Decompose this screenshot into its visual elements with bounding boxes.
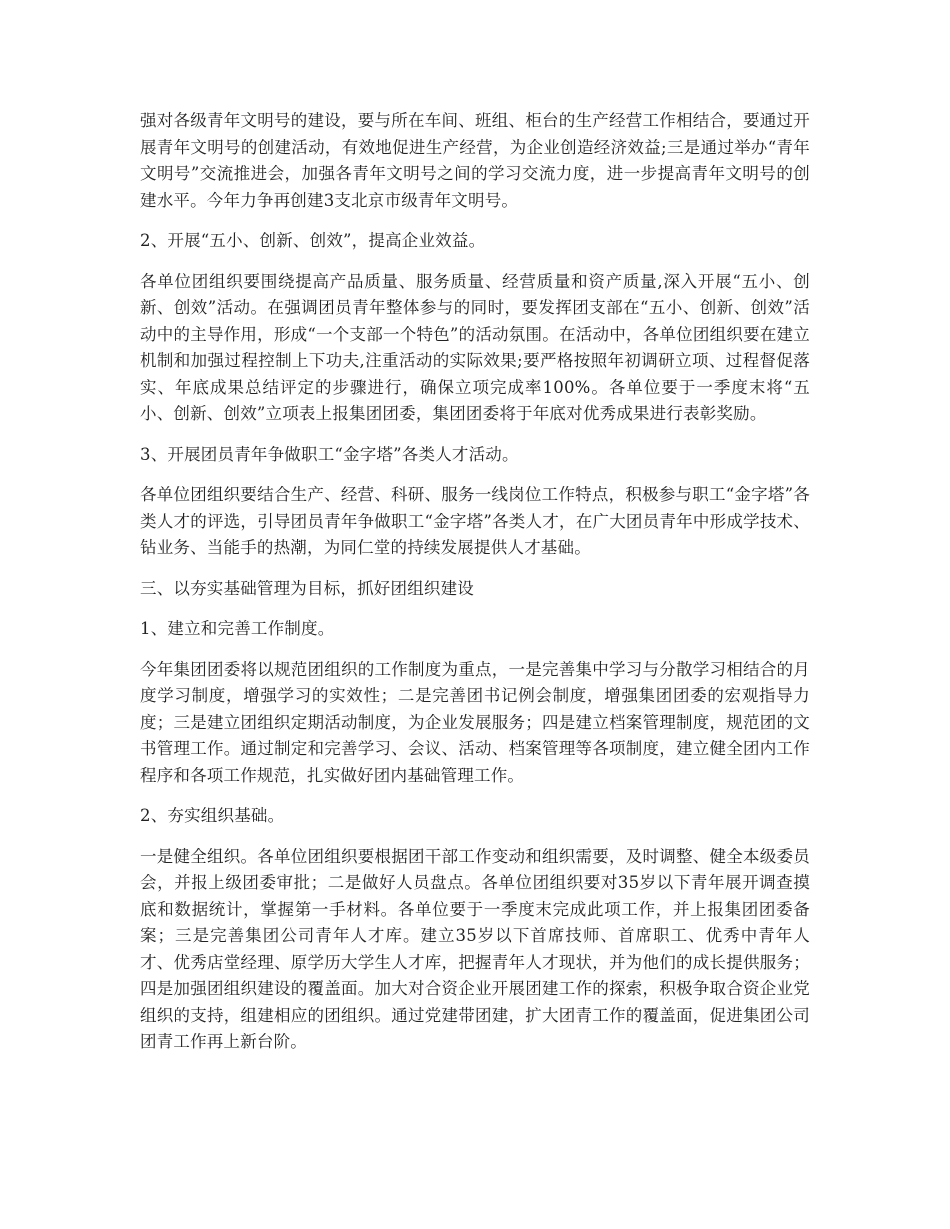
paragraph-five-small-innovation: 各单位团组织要围绕提高产品质量、服务质量、经营质量和资产质量,深入开展“五小、创新、创效”活动。在强调团员青年整体参与的同时，要发挥团支部在“五小、创新、创效”活动中的主导作用，形成“一个支部一个特色”的活动氛围。在活动中，各单位团组织要在建立机制和加强过程控制上下功夫,注重活动的实际效果;要严格按照年初调研立项、过程督促落实、年底成果总结评定的步骤进行，确保立项完成率100%。各单位要于一季度末将“五小、创新、创效”立项表上报集团团委，集团团委将于年底对优秀成果进行表彰奖励。 — [140, 271, 810, 423]
heading-organization-foundation: 2、夯实组织基础。 — [140, 806, 285, 825]
heading-pyramid-talent: 3、开展团员青年争做职工“金字塔”各类人才活动。 — [140, 444, 519, 464]
paragraph-organization-foundation: 一是健全组织。各单位团组织要根据团干部工作变动和组织需要，及时调整、健全本级委员会，并报上级团委审批；二是做好人员盘点。各单位团组织要对35岁以下青年展开调查摸底和数据统计，掌握第一手材料。各单位要于一季度末完成此项工作，并上报集团团委备案；三是完善集团公司青年人才库。建立35岁以下首席技师、首席职工、优秀中青年人才、优秀店堂经理、原学历大学生人才库，把握青年人才现状，并为他们的成长提供服务；四是加强团组织建设的覆盖面。加大对合资企业开展团建工作的探索，积极争取合资企业党组织的支持，组建相应的团组织。通过党建带团建，扩大团青工作的覆盖面，促进集团公司团青工作再上新台阶。 — [140, 846, 810, 1051]
heading-work-system: 1、建立和完善工作制度。 — [140, 619, 335, 638]
paragraph-pyramid-talent: 各单位团组织要结合生产、经营、科研、服务一线岗位工作特点，积极参与职工“金字塔”各类人才的评选，引导团员青年争做职工“金字塔”各类人才，在广大团员青年中形成学技术、钻业务、当能手的热潮，为同仁堂的持续发展提供人才基础。 — [140, 485, 810, 557]
document-body — [140, 108, 810, 1070]
section-heading-organization-building: 三、以夯实基础管理为目标，抓好团组织建设 — [140, 578, 474, 598]
paragraph-work-system: 今年集团团委将以规范团组织的工作制度为重点，一是完善集中学习与分散学习相结合的月度学习制度，增强学习的实效性；二是完善团书记例会制度，增强集团团委的宏观指导力度；三是建立团组织定期活动制度，为企业发展服务；四是建立档案管理制度，规范团的文书管理工作。通过制定和完善学习、会议、活动、档案管理等各项制度，建立健全团内工作程序和各项工作规范，扎实做好团内基础管理工作。 — [140, 659, 810, 785]
heading-five-small-innovation: 2、开展“五小、创新、创效”，提高企业效益。 — [140, 231, 486, 250]
paragraph-youth-civilization-continued: 强对各级青年文明号的建设，要与所在车间、班组、柜台的生产经营工作相结合，要通过开展青年文明号的创建活动，有效地促进生产经营，为企业创造经济效益;三是通过举办“青年文明号”交流推进会，加强各青年文明号之间的学习交流力度，进一步提高青年文明号的创建水平。今年力争再创建3支北京市级青年文明号。 — [140, 111, 810, 210]
